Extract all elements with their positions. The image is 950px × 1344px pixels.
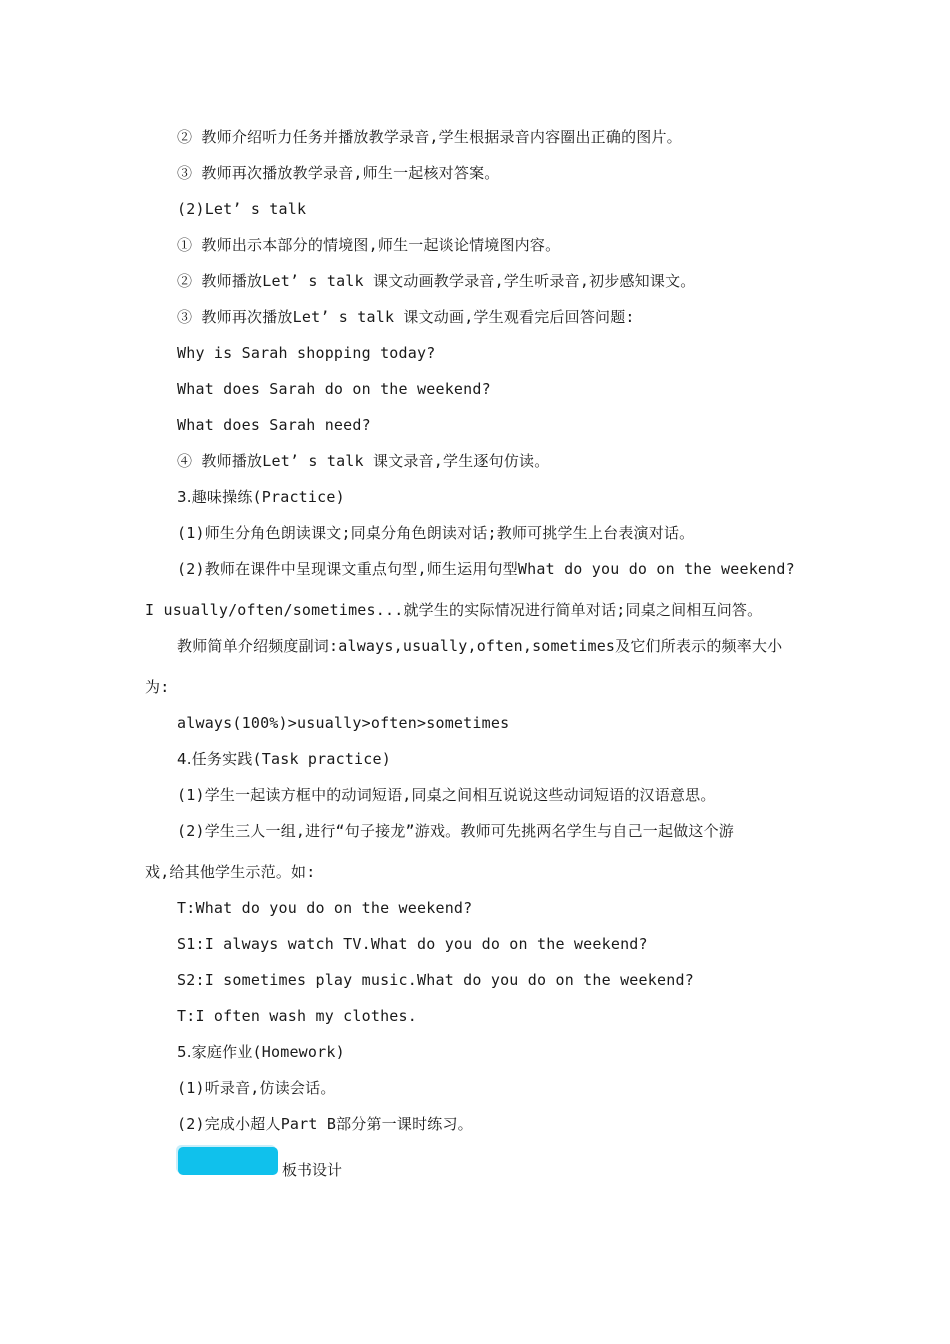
heading-task-text: 任务实践(Task practice) <box>191 750 391 768</box>
dialogue-line-t1: T:What do you do on the weekend? <box>177 899 473 917</box>
homework-item-2: (2)完成小超人Part B部分第一课时练习。 <box>177 1115 473 1133</box>
heading-practice-number: 3. <box>177 488 192 506</box>
task-item-1: (1)学生一起读方框中的动词短语,同桌之间相互说说这些动词短语的汉语意思。 <box>177 786 716 804</box>
talk-step-2: ② 教师播放Let’ s talk 课文动画教学录音,学生听录音,初步感知课文。 <box>177 272 696 290</box>
talk-step-4: ④ 教师播放Let’ s talk 课文录音,学生逐句仿读。 <box>177 452 550 470</box>
task-item-2: (2)学生三人一组,进行“句子接龙”游戏。教师可先挑两名学生与自己一起做这个游 <box>177 822 734 840</box>
heading-homework <box>177 1042 345 1062</box>
homework-item-1: (1)听录音,仿读会话。 <box>177 1079 336 1097</box>
heading-practice-text: 趣味操练(Practice) <box>191 488 345 506</box>
question-1: Why is Sarah shopping today? <box>177 344 436 362</box>
step-2-listening: ② 教师介绍听力任务并播放教学录音,学生根据录音内容圈出正确的图片。 <box>177 128 682 146</box>
dialogue-line-s1: S1:I always watch TV.What do you do on the weekend? <box>177 935 648 953</box>
heading-task-practice <box>177 749 391 769</box>
frequency-scale: always(100%)>usually>often>sometimes <box>177 714 510 732</box>
talk-step-1: ① 教师出示本部分的情境图,师生一起谈论情境图内容。 <box>177 236 561 254</box>
question-3: What does Sarah need? <box>177 416 371 434</box>
question-2: What does Sarah do on the weekend? <box>177 380 491 398</box>
heading-homework-text: 家庭作业(Homework) <box>191 1043 345 1061</box>
heading-task-number: 4. <box>177 750 192 768</box>
board-design-heading: 板书设计 <box>282 1161 343 1179</box>
section-lets-talk: (2)Let’ s talk <box>177 200 307 218</box>
practice-item-2-cont: I usually/often/sometimes...就学生的实际情况进行简单对话;同桌之间相互问答。 <box>145 601 763 619</box>
dialogue-line-s2: S2:I sometimes play music.What do you do on the weekend? <box>177 971 694 989</box>
step-3-check-answers: ③ 教师再次播放教学录音,师生一起核对答案。 <box>177 164 500 182</box>
frequency-adverbs-intro: 教师简单介绍频度副词:always,usually,often,sometimes及它们所表示的频率大小 <box>177 637 783 655</box>
talk-step-3: ③ 教师再次播放Let’ s talk 课文动画,学生观看完后回答问题: <box>177 308 635 326</box>
section-badge <box>178 1147 278 1175</box>
frequency-adverbs-intro-cont: 为: <box>145 678 170 696</box>
heading-practice <box>177 487 345 507</box>
heading-homework-number: 5. <box>177 1043 192 1061</box>
dialogue-line-t2: T:I often wash my clothes. <box>177 1007 417 1025</box>
practice-item-1: (1)师生分角色朗读课文;同桌分角色朗读对话;教师可挑学生上台表演对话。 <box>177 524 695 542</box>
task-item-2-cont: 戏,给其他学生示范。如: <box>145 863 316 881</box>
practice-item-2: (2)教师在课件中呈现课文重点句型,师生运用句型What do you do on the weekend? <box>177 560 795 578</box>
